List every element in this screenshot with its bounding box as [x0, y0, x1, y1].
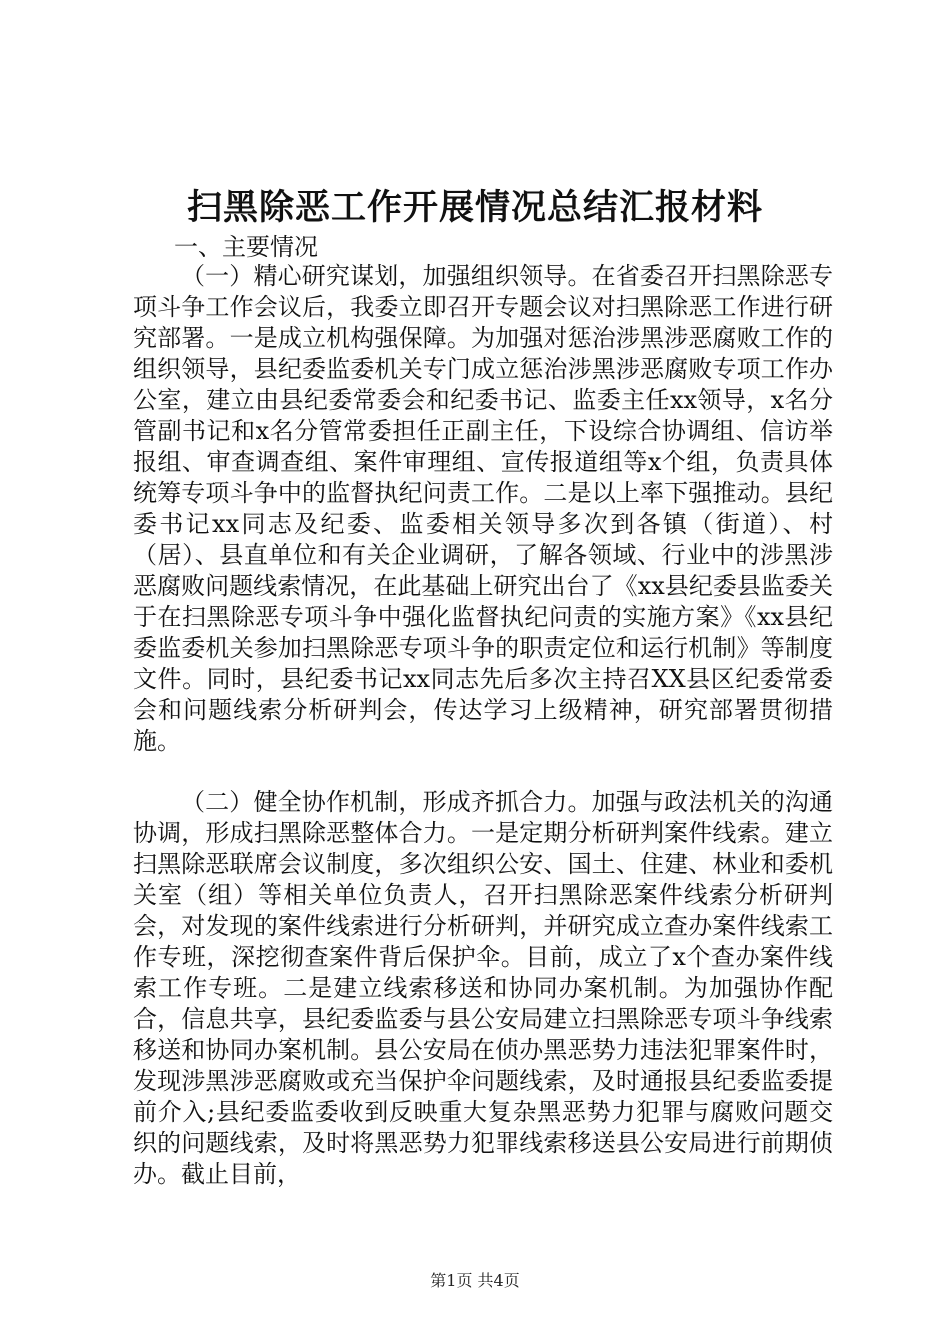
paragraph-1: （一）精心研究谋划，加强组织领导。在省委召开扫黑除恶专项斗争工作会议后，我委立即召开专题会议对扫黑除恶工作进行研究部署。一是成立机构强保障。为加强对惩治涉黑涉恶腐败工作的组织领导，县纪委监委机关专门成立惩治涉黑涉恶腐败专项工作办公室，建立由县纪委常委会和纪委书记、监委主任xx领导，x名分管副书记和x名分管常委担任正副主任，下设综合协调组、信访举报组、审查调查组、案件审理组、宣传报道组等x个组，负责具体统筹专项斗争中的监督执纪问责工作。二是以上率下强推动。县纪委书记xx同志及纪委、监委相关领导多次到各镇（街道）、村（居）、县直单位和有关企业调研，了解各领域、行业中的涉黑涉恶腐败问题线索情况，在此基础上研究出台了《xx县纪委县监委关于在扫黑除恶专项斗争中强化监督执纪问责的实施方案》《xx县纪委监委机关参加扫黑除恶专项斗争的职责定位和运行机制》等制度文件。同时，县纪委书记xx同志先后多次主持召XX县区纪委常委会和问题线索分析研判会，传达学习上级精神，研究部署贯彻措施。: [133, 262, 833, 755]
section-heading: 一、主要情况: [174, 233, 318, 261]
document-title: 扫黑除恶工作开展情况总结汇报材料: [186, 187, 763, 228]
paragraph-2: （二）健全协作机制，形成齐抓合力。加强与政法机关的沟通协调，形成扫黑除恶整体合力。一是定期分析研判案件线索。建立扫黑除恶联席会议制度，多次组织公安、国土、住建、林业和委机关室（组）等相关单位负责人，召开扫黑除恶案件线索分析研判会，对发现的案件线索进行分析研判，并研究成立查办案件线索工作专班，深挖彻查案件背后保护伞。目前，成立了x个查办案件线索工作专班。二是建立线索移送和协同办案机制。为加强协作配合，信息共享，县纪委监委与县公安局建立扫黑除恶专项斗争线索移送和协同办案机制。县公安局在侦办黑恶势力违法犯罪案件时，发现涉黑涉恶腐败或充当保护伞问题线索，及时通报县纪委监委提前介入;县纪委监委收到反映重大复杂黑恶势力犯罪与腐败问题交织的问题线索，及时将黑恶势力犯罪线索移送县公安局进行前期侦办。截止目前，: [133, 788, 833, 1188]
page-footer: 第1页 共4页: [430, 1271, 520, 1290]
